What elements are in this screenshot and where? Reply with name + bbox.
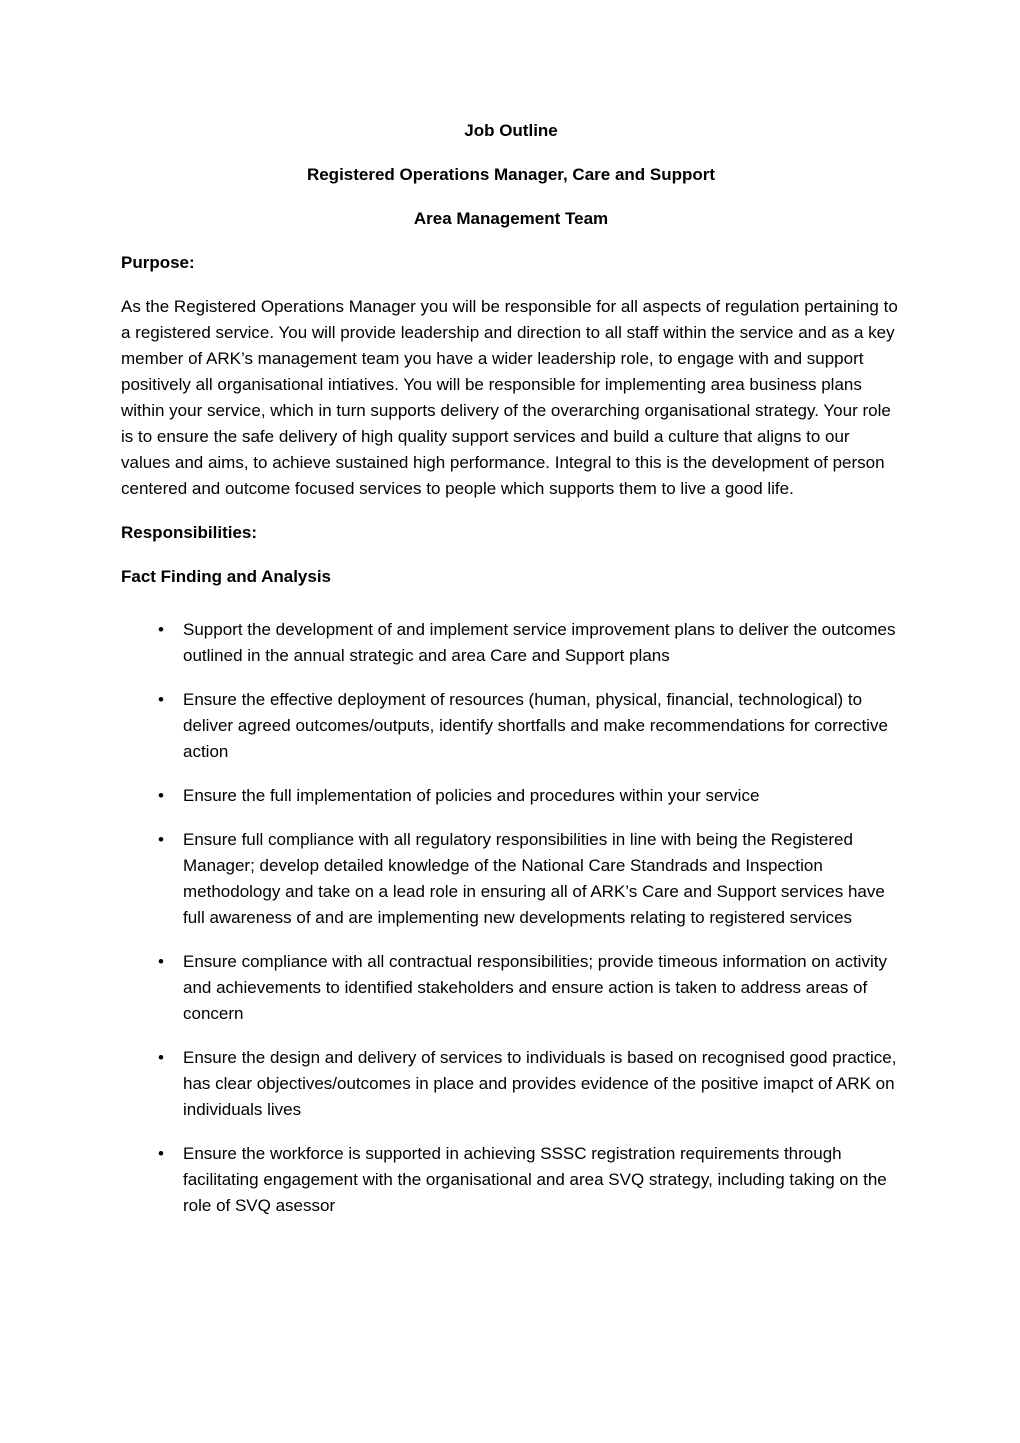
document-title-heading: Job Outline <box>464 121 558 140</box>
bullet-point-icon: • <box>158 690 164 709</box>
list-item-text: Ensure the effective deployment of resources (human, physical, financial, technological) to deliver agreed outcomes/outputs, identify shortfalls and make recommendations for corrective action <box>183 690 888 761</box>
list-item-text: Ensure the design and delivery of services to individuals is based on recognised good practice, has clear objectives/outcomes in place and provides evidence of the positive imapct of ARK on individuals lives <box>183 1048 897 1119</box>
bullet-point-icon: • <box>158 952 164 971</box>
fact-finding-subsection-label: Fact Finding and Analysis <box>121 567 332 586</box>
document-content <box>121 118 901 1237</box>
list-item <box>121 783 901 809</box>
list-item-text: Ensure the workforce is supported in achieving SSSC registration requirements through facilitating engagement with the organisational and area SVQ strategy, including taking on the role of SVQ asessor <box>183 1144 887 1215</box>
list-item <box>121 687 901 765</box>
bullet-point-icon: • <box>158 830 164 849</box>
bullet-point-icon: • <box>158 1144 164 1163</box>
purpose-paragraph: As the Registered Operations Manager you will be responsible for all aspects of regulation pertaining to a registered service. You will provide leadership and direction to all staff within the service and as a key member of ARK’s management team you have a wider leadership role, to engage with and support positively all organisational intiatives. You will be responsible for implementing area business plans within your service, which in turn supports delivery of the overarching organisational strategy. Your role is to ensure the safe delivery of high quality support services and build a culture that aligns to our values and aims, to achieve sustained high performance. Integral to this is the development of person centered and outcome focused services to people which supports them to live a good life. <box>121 297 898 498</box>
bullet-point-icon: • <box>158 786 164 805</box>
list-item-text: Ensure compliance with all contractual responsibilities; provide timeous information on activity and achievements to identified stakeholders and ensure action is taken to address areas of concern <box>183 952 887 1023</box>
bullet-point-icon: • <box>158 620 164 639</box>
list-item-text: Support the development of and implement service improvement plans to deliver the outcomes outlined in the annual strategic and area Care and Support plans <box>183 620 896 665</box>
list-top-spacer <box>121 608 901 617</box>
responsibilities-bullet-list <box>121 617 901 1219</box>
bullet-point-icon: • <box>158 1048 164 1067</box>
list-item <box>121 827 901 931</box>
job-role-heading: Registered Operations Manager, Care and Support <box>306 165 716 184</box>
purpose-section-label: Purpose: <box>121 253 195 272</box>
team-heading: Area Management Team <box>413 209 609 228</box>
list-item <box>121 617 901 669</box>
responsibilities-section-label: Responsibilities: <box>121 523 258 542</box>
list-item <box>121 1045 901 1123</box>
list-item-text: Ensure the full implementation of policies and procedures within your service <box>183 786 760 805</box>
list-item <box>121 1141 901 1219</box>
list-item-text: Ensure full compliance with all regulatory responsibilities in line with being the Registered Manager; develop detailed knowledge of the National Care Standrads and Inspection methodology and take on a lead role in ensuring all of ARK’s Care and Support services have full awareness of and are implementing new developments relating to registered services <box>183 830 885 927</box>
list-item <box>121 949 901 1027</box>
